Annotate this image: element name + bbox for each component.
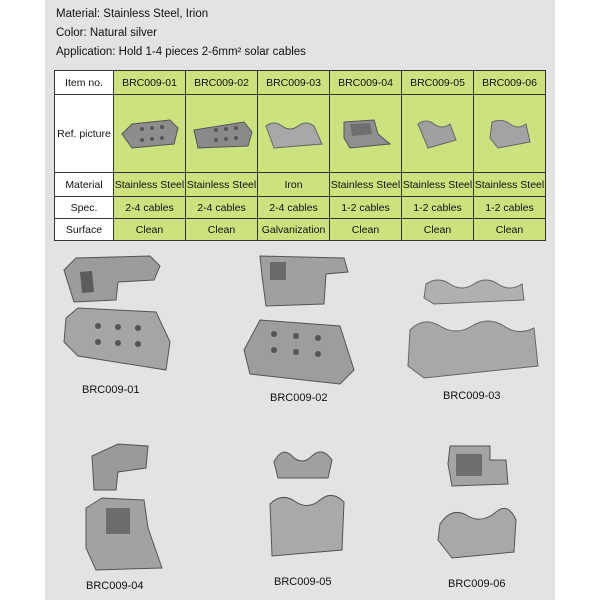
surface-cell: Clean [186, 219, 258, 241]
material-row [55, 173, 546, 197]
item-cell: BRC009-06 [474, 71, 546, 95]
clip-thumbnail-03 [262, 114, 326, 154]
spec-row [55, 197, 546, 219]
clip-thumbnail-01 [118, 114, 182, 154]
caption-05: BRC009-05 [274, 576, 332, 588]
spec-cell: 2-4 cables [258, 197, 330, 219]
surface-cell: Clean [474, 219, 546, 241]
item-cell: BRC009-05 [402, 71, 474, 95]
material-cell: Stainless Steel [330, 173, 402, 197]
ref-picture-cell [330, 95, 402, 173]
item-cell: BRC009-01 [114, 71, 186, 95]
clip-photo-05 [262, 440, 352, 570]
spec-cell: 1-2 cables [474, 197, 546, 219]
clip-photo-03 [404, 270, 544, 390]
material-cell: Stainless Steel [114, 173, 186, 197]
material-cell: Stainless Steel [474, 173, 546, 197]
caption-04: BRC009-04 [86, 580, 144, 592]
surface-cell: Clean [330, 219, 402, 241]
spec-cell: 2-4 cables [114, 197, 186, 219]
spec-cell: 1-2 cables [402, 197, 474, 219]
item-cell: BRC009-03 [258, 71, 330, 95]
clip-thumbnail-02 [190, 114, 254, 154]
spec-table [54, 70, 546, 241]
clip-photo-06 [432, 440, 522, 575]
clip-thumbnail-04 [334, 114, 398, 154]
spec-label: Spec. [55, 197, 114, 219]
ref-picture-cell [402, 95, 474, 173]
material-cell: Stainless Steel [186, 173, 258, 197]
surface-cell: Clean [114, 219, 186, 241]
caption-02: BRC009-02 [270, 392, 328, 404]
ref-picture-cell [474, 95, 546, 173]
color-line: Color: Natural silver [56, 27, 157, 39]
clip-thumbnail-06 [478, 114, 542, 154]
surface-row [55, 219, 546, 241]
ref-picture-cell [186, 95, 258, 173]
picture-row [55, 95, 546, 173]
picture-label: Ref. picture [55, 95, 114, 173]
spec-cell: 2-4 cables [186, 197, 258, 219]
surface-cell: Clean [402, 219, 474, 241]
item-label: Item no. [55, 71, 114, 95]
surface-label: Surface [55, 219, 114, 241]
material-line: Material: Stainless Steel, Irion [56, 8, 209, 20]
clip-photo-04 [78, 438, 168, 578]
spec-cell: 1-2 cables [330, 197, 402, 219]
material-cell: Stainless Steel [402, 173, 474, 197]
item-row [55, 71, 546, 95]
ref-picture-cell [114, 95, 186, 173]
material-cell: Iron [258, 173, 330, 197]
material-label: Material [55, 173, 114, 197]
clip-thumbnail-05 [406, 114, 470, 154]
clip-photo-01 [58, 252, 188, 382]
item-cell: BRC009-02 [186, 71, 258, 95]
item-cell: BRC009-04 [330, 71, 402, 95]
clip-photo-02 [240, 250, 360, 390]
caption-03: BRC009-03 [443, 390, 501, 402]
ref-picture-cell [258, 95, 330, 173]
application-line: Application: Hold 1-4 pieces 2-6mm² solar cables [56, 46, 306, 58]
surface-cell: Galvanization [258, 219, 330, 241]
caption-06: BRC009-06 [448, 578, 506, 590]
caption-01: BRC009-01 [82, 384, 140, 396]
